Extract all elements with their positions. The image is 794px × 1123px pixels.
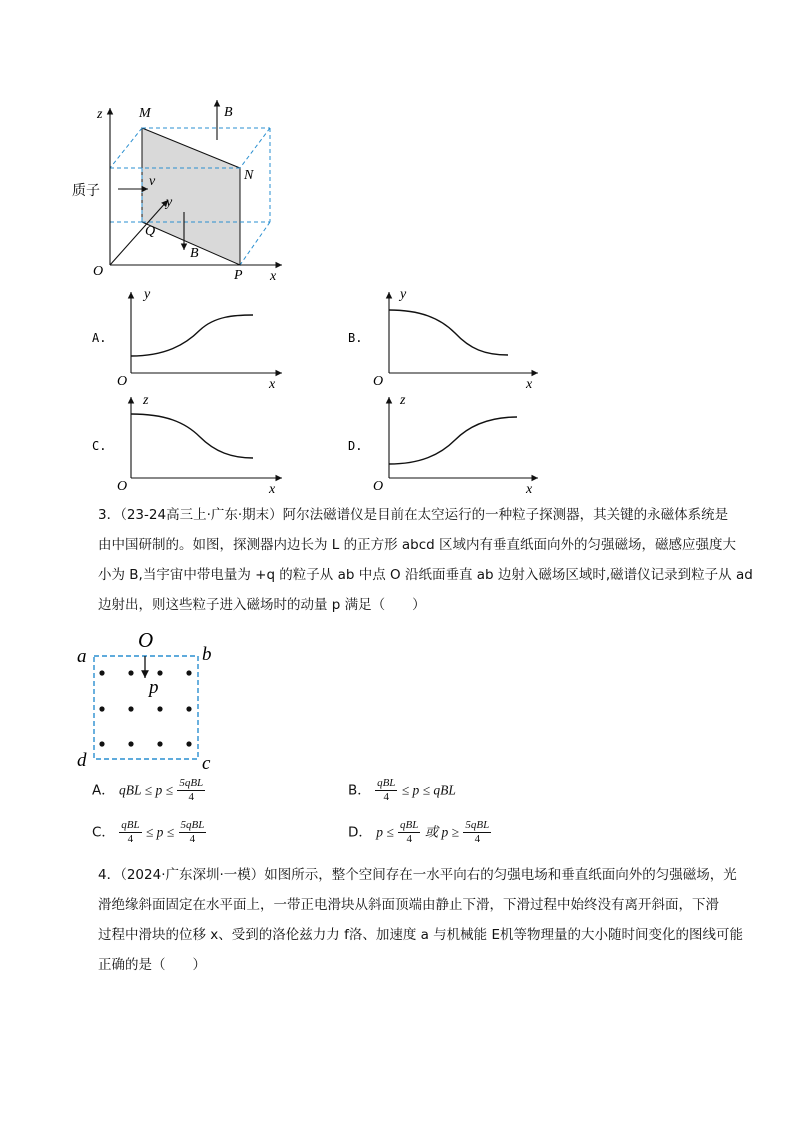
q3-option-a-letter: A． [92,782,115,799]
choice-a-letter: A. [92,331,107,345]
choice-b-ylabel: y [400,287,407,302]
q3-option-b-letter: B． [348,782,371,799]
q3-option-d-num2: 5qBL [465,819,490,831]
label-b: b [202,644,212,665]
q4-line-2: 滑绝缘斜面固定在水平面上，一带正电滑块从斜面顶端由静止下滑，下滑过程中始终没有离开斜面，下滑 [98,897,719,913]
q3-option-a[interactable] [92,777,205,804]
q4-stem [98,860,743,980]
q3-option-d[interactable] [348,819,491,846]
q3-line-1: 3．（23-24高三上·广东·期末）阿尔法磁谱仪是目前在太空运行的一种粒子探测器，其关键的永磁体系统是 [98,507,729,523]
label-P: P [234,268,243,283]
choice-b-origin: O [373,374,384,389]
label-x: x [270,269,277,284]
q3-option-c-num2: 5qBL [180,819,205,831]
choice-b-xlabel: x [526,377,533,392]
q3-option-b-post: ≤ p ≤ qBL [401,782,456,798]
label-a: a [77,646,87,667]
q3-line-4: 边射出，则这些粒子进入磁场时的动量 p 满足（ ） [98,597,426,613]
q3-option-b-fraction [375,777,397,804]
q3-option-a-pre: qBL ≤ p ≤ [119,782,174,798]
label-z: z [97,107,103,122]
label-v: v [149,174,156,189]
q3-line-3: 小为 B,当宇宙中带电量为 +q 的粒子从 ab 中点 O 沿纸面垂直 ab 边射入磁场区域时,磁谱仪记录到粒子从 ad [98,567,753,583]
choice-c-letter: C. [92,439,107,453]
q3-option-d-fraction-2 [463,819,491,846]
q3-option-d-mid: 或 p ≥ [424,824,460,840]
q3-option-a-den: 4 [188,791,194,803]
q3-option-c-num: qBL [121,819,140,831]
q3-option-c-letter: C． [92,824,115,841]
choice-d-letter: D. [348,439,363,453]
label-B-bottom: B [190,246,199,261]
q3-option-d-num: qBL [400,819,419,831]
q4-line-4: 正确的是（ ） [98,957,206,973]
q3-option-d-fraction-1 [398,819,420,846]
choice-a-ylabel: y [144,287,151,302]
choice-d-ylabel: z [400,393,406,408]
q3-option-b-den: 4 [383,791,389,803]
q3-option-d-pre: p ≤ [376,824,394,840]
label-p: p [149,677,159,698]
q3-line-2: 由中国研制的。如图，探测器内边长为 L 的正方形 abcd 区域内有垂直纸面向外的匀强磁场，磁感应强度大 [98,537,737,553]
label-O-q3: O [138,628,154,652]
q4-line-1: 4．（2024·广东深圳·一模）如图所示，整个空间存在一水平向右的匀强电场和垂直纸面向外的匀强磁场，光 [98,867,737,883]
q3-option-c-mid: ≤ p ≤ [145,824,175,840]
choice-d-origin: O [373,479,384,494]
q3-option-b[interactable] [348,777,456,804]
q3-option-c-fraction-1 [119,819,141,846]
label-d: d [77,750,87,771]
choice-a-xlabel: x [269,377,276,392]
label-O: O [93,264,104,279]
q3-option-c-den: 4 [127,833,134,845]
label-B-top: B [224,105,233,120]
label-Q: Q [145,224,156,239]
field-dots [99,670,191,746]
label-N: N [244,168,254,183]
magnetic-region [94,656,198,759]
choice-d-xlabel: x [526,482,533,497]
choice-b-letter: B. [348,331,363,345]
choice-c-origin: O [117,479,128,494]
label-y: y [166,195,173,210]
q3-option-c-den2: 4 [189,833,196,845]
q3-option-d-letter: D． [348,824,372,841]
q3-option-b-num: qBL [377,777,396,789]
label-proton: 质子 [72,183,100,199]
q3-option-c[interactable] [92,819,206,846]
choice-c-xlabel: x [269,482,276,497]
q3-option-c-fraction-2 [179,819,207,846]
choice-c-ylabel: z [143,393,149,408]
choice-a-origin: O [117,374,128,389]
q4-line-3: 过程中滑块的位移 x、受到的洛伦兹力力 f洛、加速度 a 与机械能 E机等物理量的大小随时间变化的图线可能 [98,927,743,943]
q3-option-a-fraction [177,777,205,804]
q3-option-a-num: 5qBL [179,777,204,789]
label-M: M [139,106,151,121]
label-c: c [202,753,211,774]
q3-option-d-den: 4 [406,833,412,845]
q3-option-d-den2: 4 [474,833,481,845]
